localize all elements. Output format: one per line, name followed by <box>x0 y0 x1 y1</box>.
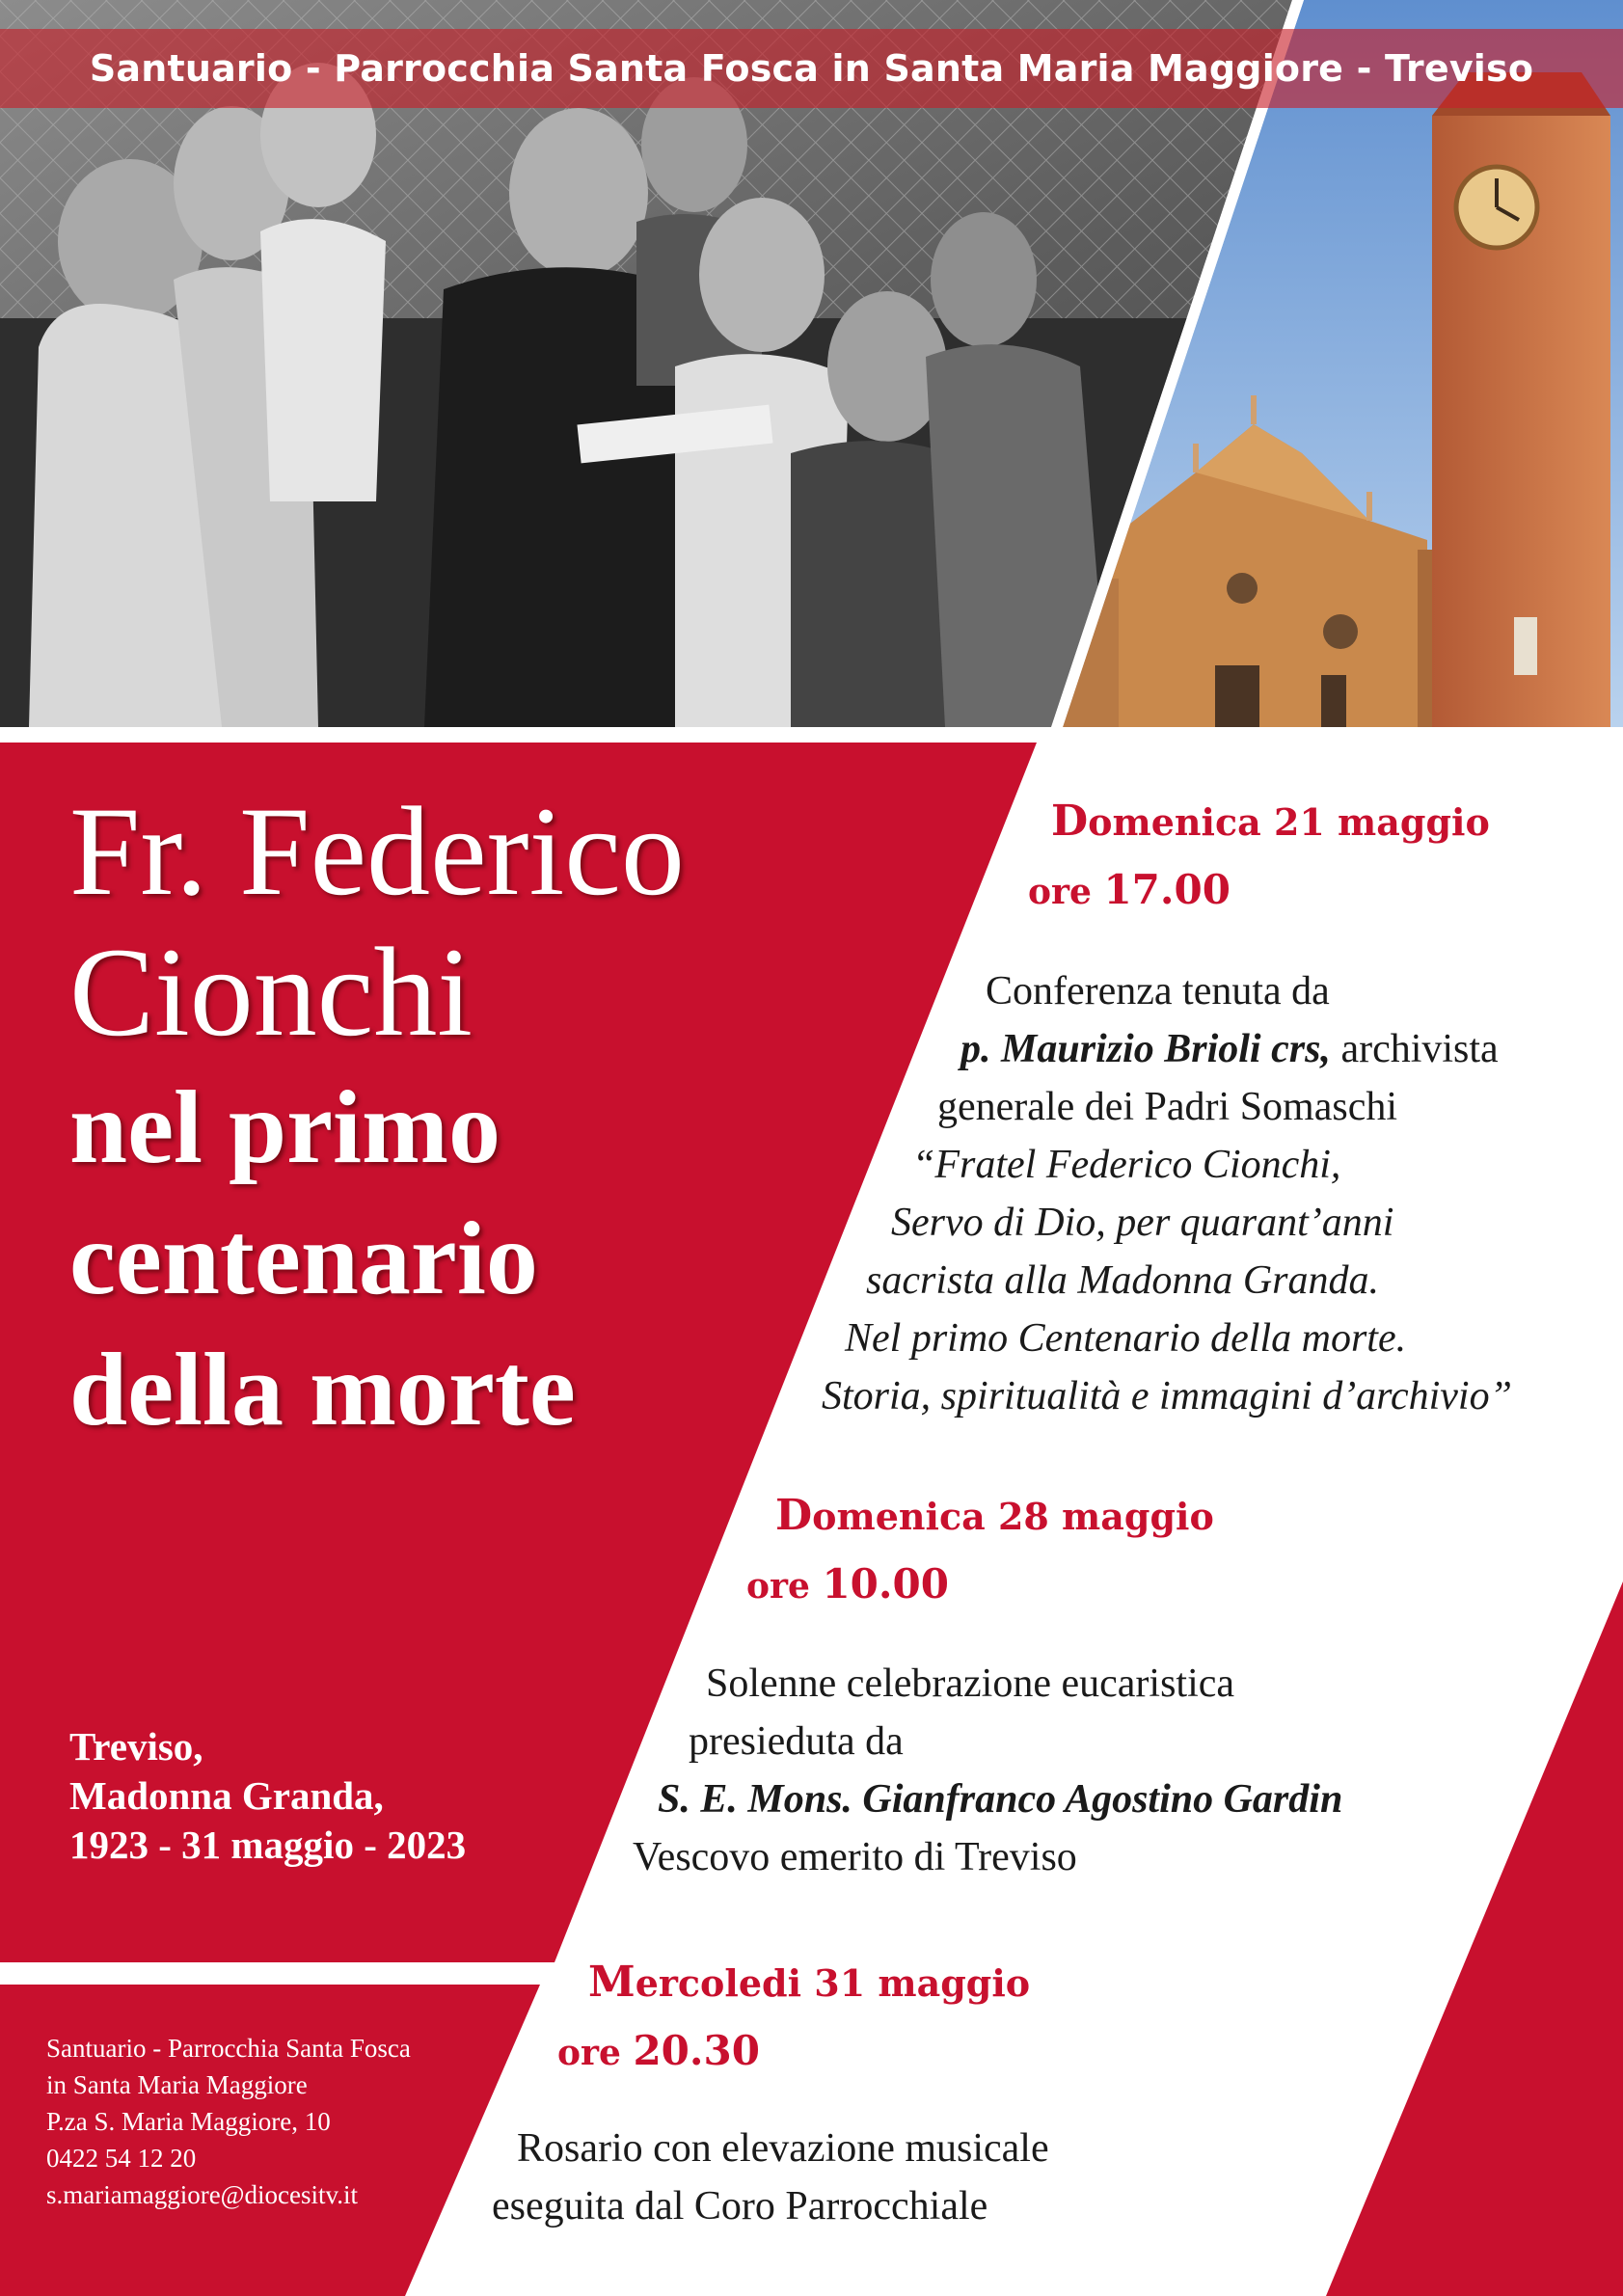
event-title <box>69 781 899 1456</box>
title-line-4: centenario <box>69 1202 538 1316</box>
red-panel-right <box>1326 1581 1623 2296</box>
event-1-date: Domenica 21 maggio <box>1051 797 1490 846</box>
event-1-line-4: “Fratel Federico Cionchi, <box>912 1143 1341 1187</box>
event-1-time: ore 17.00 <box>1028 866 1231 913</box>
event-3-line-2: eseguita dal Coro Parrocchiale <box>492 2184 988 2228</box>
event-2-line-2: presieduta da <box>689 1719 904 1764</box>
contact-address: P.za S. Maria Maggiore, 10 <box>46 2107 331 2136</box>
title-line-2: Cionchi <box>69 921 473 1063</box>
place-line-2: Madonna Granda, <box>69 1773 384 1818</box>
event-2-line-1: Solenne celebrazione eucaristica <box>706 1661 1235 1706</box>
event-3-time: ore 20.30 <box>557 2027 760 2074</box>
event-1-line-5: Servo di Dio, per quarant’anni <box>891 1201 1394 1245</box>
event-1-speaker: p. Maurizio Brioli crs, <box>960 1027 1331 1071</box>
title-line-1: Fr. Federico <box>69 780 685 922</box>
title-line-5: della morte <box>69 1333 576 1447</box>
contact-info <box>46 2030 509 2213</box>
place-and-dates <box>69 1722 609 1870</box>
place-line-1: Treviso, <box>69 1724 203 1769</box>
title-line-3: nel primo <box>69 1070 500 1185</box>
contact-line-2: in Santa Maria Maggiore <box>46 2070 308 2099</box>
place-line-3: 1923 - 31 maggio - 2023 <box>69 1823 467 1867</box>
event-1-line-3: generale dei Padri Somaschi <box>937 1085 1398 1129</box>
event-1-line-6: sacrista alla Madonna Granda. <box>866 1258 1380 1303</box>
contact-email[interactable]: s.mariamaggiore@diocesitv.it <box>46 2180 359 2209</box>
event-2-celebrant: S. E. Mons. Gianfranco Agostino Gardin <box>658 1777 1343 1822</box>
event-1-line-8: Storia, spiritualità e immagini d’archivio” <box>822 1374 1512 1418</box>
page-header-title: Santuario - Parrocchia Santa Fosca in Santa Maria Maggiore - Treviso <box>89 47 1534 90</box>
event-2-time: ore 10.00 <box>746 1560 949 1607</box>
event-1-line-1: Conferenza tenuta da <box>986 969 1330 1013</box>
event-3-line-1: Rosario con elevazione musicale <box>517 2126 1049 2171</box>
contact-phone[interactable]: 0422 54 12 20 <box>46 2144 197 2173</box>
event-3-date: Mercoledi 31 maggio <box>588 1958 1031 2007</box>
contact-line-1: Santuario - Parrocchia Santa Fosca <box>46 2034 411 2063</box>
event-2-line-4: Vescovo emerito di Treviso <box>633 1835 1077 1879</box>
event-1-line-7: Nel primo Centenario della morte. <box>845 1316 1407 1361</box>
event-1-line-2: p. Maurizio Brioli crs, archivista <box>960 1027 1499 1071</box>
event-2-date: Domenica 28 maggio <box>775 1491 1214 1540</box>
